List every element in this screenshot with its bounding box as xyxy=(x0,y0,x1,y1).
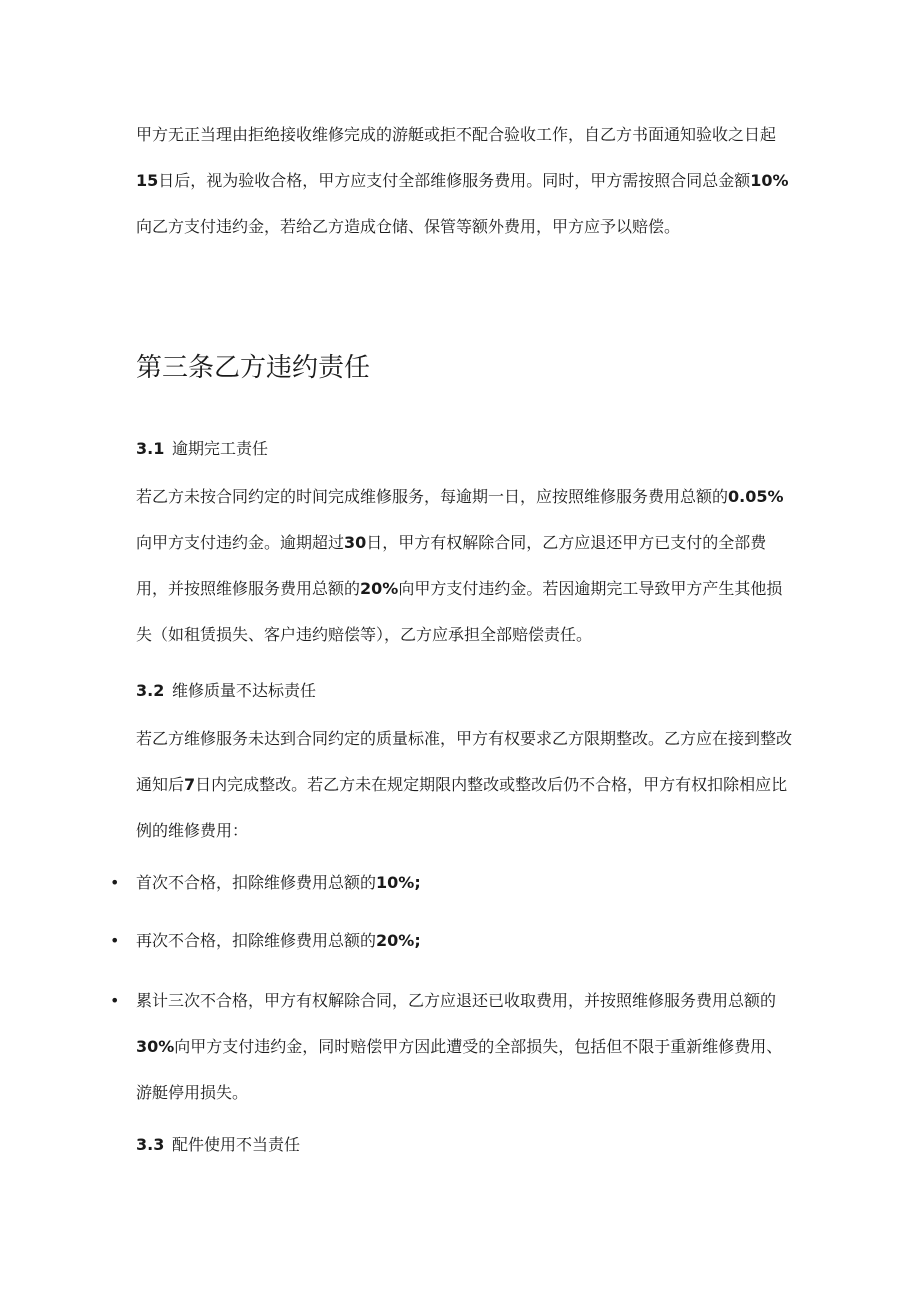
list-item xyxy=(110,860,800,906)
bullet-3-bold: 30% xyxy=(136,1037,175,1056)
section-3-3-number: 3.3 xyxy=(136,1135,165,1154)
s31-text-2: 向甲方支付违约金。逾期超过 xyxy=(136,533,345,552)
s31-bold-2: 30 xyxy=(344,533,367,552)
list-item xyxy=(110,918,800,964)
article-title: 第三条乙方违约责任 xyxy=(136,353,371,383)
intro-paragraph xyxy=(136,112,796,250)
bullet-icon: • xyxy=(110,931,120,950)
section-3-2-number: 3.2 xyxy=(136,681,165,700)
intro-bold-days: 15 xyxy=(136,171,159,190)
section-3-3-title: 配件使用不当责任 xyxy=(172,1135,301,1154)
list-item xyxy=(110,978,800,1116)
s32-text-2: 日内完成整改。若乙方未在规定期限内整改或整改后仍不合格，甲方有权扣除相应比例的维修费用： xyxy=(136,775,788,840)
intro-text-1: 甲方无正当理由拒绝接收维修完成的游艇或拒不配合验收工作，自乙方书面通知验收之日起 xyxy=(136,125,777,144)
s32-bold-1: 7 xyxy=(184,775,196,794)
section-3-1-title: 逾期完工责任 xyxy=(172,439,269,458)
section-3-2-title: 维修质量不达标责任 xyxy=(172,681,317,700)
bullet-1-bold: 10%; xyxy=(376,873,421,892)
section-3-1-number: 3.1 xyxy=(136,439,165,458)
intro-bold-percent: 10% xyxy=(750,171,789,190)
bullet-3-rest: 向甲方支付违约金，同时赔偿甲方因此遭受的全部损失，包括但不限于重新维修费用、游艇停用损失。 xyxy=(136,1037,783,1102)
bullet-2-bold: 20%; xyxy=(376,931,421,950)
section-3-1-paragraph xyxy=(136,474,796,658)
section-3-1-heading xyxy=(136,436,268,462)
intro-text-2: 日后，视为验收合格，甲方应支付全部维修服务费用。同时，甲方需按照合同总金额 xyxy=(158,171,751,190)
s31-text-3: 日，甲方有权解除合同，乙方应退还甲方已支付的全部费用，并按照维修服务费用总额的 xyxy=(136,533,767,598)
s31-text-1: 若乙方未按合同约定的时间完成维修服务，每逾期一日，应按照维修服务费用总额的 xyxy=(136,487,729,506)
bullet-2-text: 再次不合格，扣除维修费用总额的 xyxy=(136,931,377,950)
intro-text-3: 向乙方支付违约金，若给乙方造成仓储、保管等额外费用，甲方应予以赔偿。 xyxy=(136,217,681,236)
bullet-icon: • xyxy=(110,873,120,892)
section-3-3-heading xyxy=(136,1132,300,1158)
bullet-icon: • xyxy=(110,991,120,1010)
s32-text-1: 若乙方维修服务未达到合同约定的质量标准，甲方有权要求乙方限期整改。乙方应在接到整改通知后 xyxy=(136,729,793,794)
bullet-1-text: 首次不合格，扣除维修费用总额的 xyxy=(136,873,377,892)
section-3-2-heading xyxy=(136,678,316,704)
bullet-3-text: 累计三次不合格，甲方有权解除合同，乙方应退还已收取费用，并按照维修服务费用总额的 xyxy=(136,991,777,1010)
section-3-2-paragraph xyxy=(136,716,796,854)
s31-text-4: 向甲方支付违约金。若因逾期完工导致甲方产生其他损失（如租赁损失、客户违约赔偿等），乙方应承担全部赔偿责任。 xyxy=(136,579,783,644)
s31-bold-1: 0.05% xyxy=(728,487,784,506)
s31-bold-3: 20% xyxy=(360,579,399,598)
